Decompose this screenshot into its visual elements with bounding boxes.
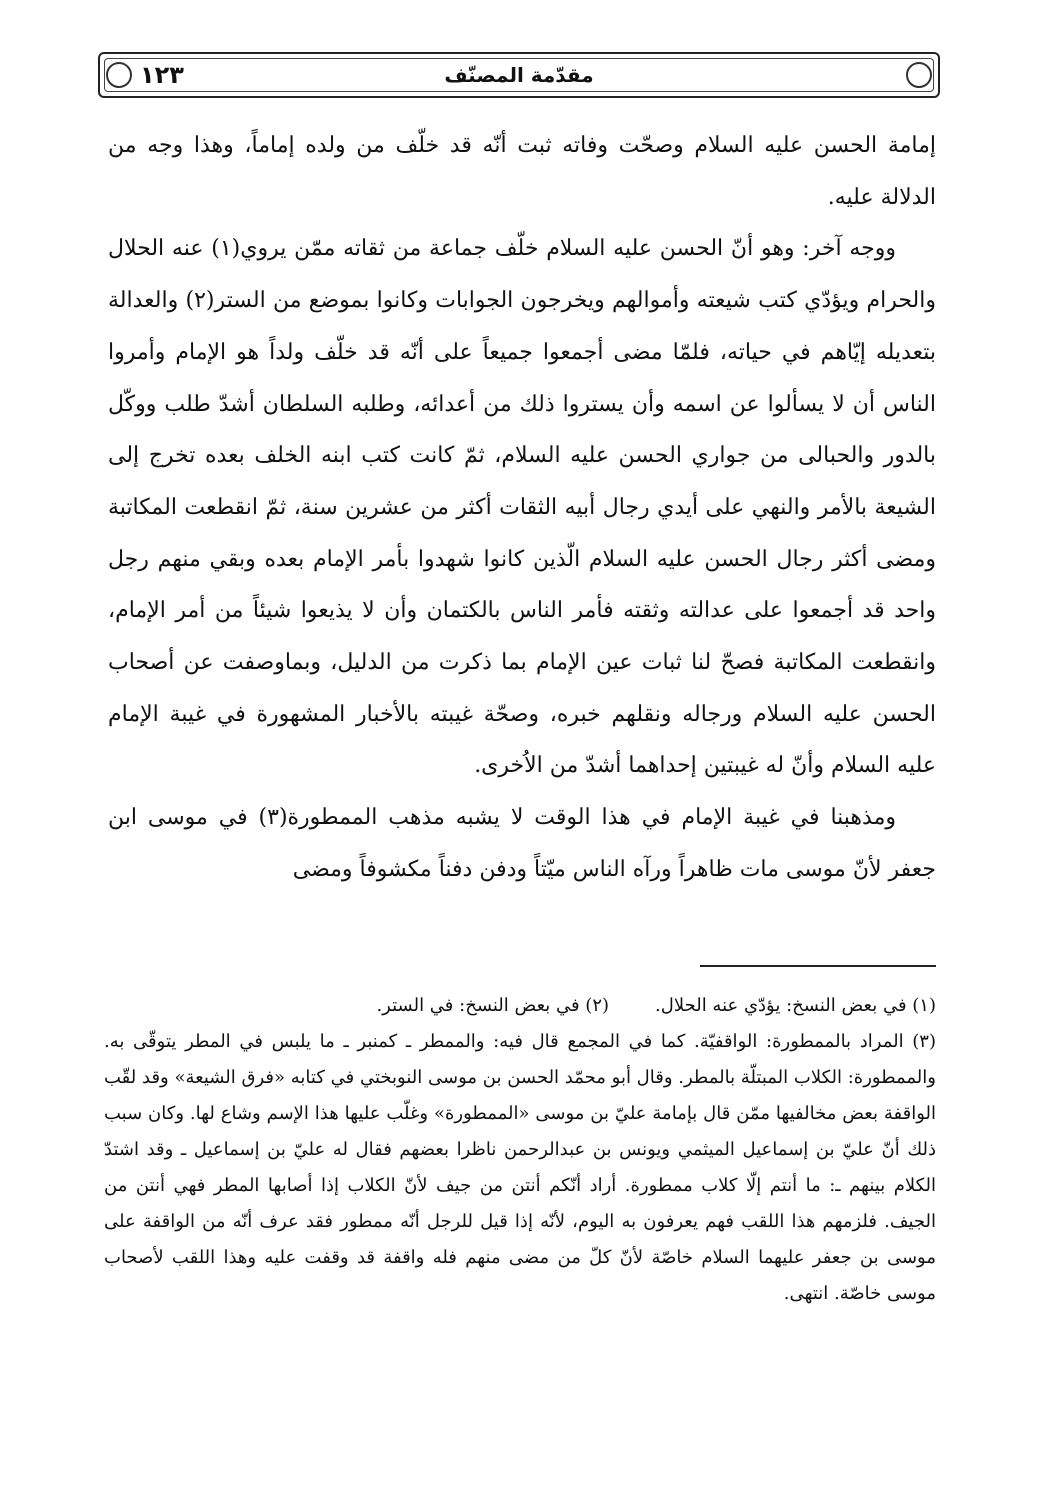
footnote-1: (١) في بعض النسخ: يؤدّي عنه الحلال.	[655, 995, 936, 1016]
footnote-divider	[700, 965, 936, 967]
footnotes	[104, 988, 936, 1312]
running-header	[98, 52, 940, 98]
paragraph: ووجه آخر: وهو أنّ الحسن عليه السلام خلّف جماعة من ثقاته ممّن يروي(١) عنه الحلال والحرام ويؤدّي كتب شيعته وأموالهم ويخرجون الجوابات وكانوا بموضع من الستر(٢) والعدالة بتعديله إيّاهم في حياته، فلمّا مضى أجمعوا جميعاً على أنّه قد خلّف ولداً هو الإمام وأمروا الناس أن لا يسألوا عن اسمه وأن يستروا ذلك من أعدائه، وطلبه السلطان أشدّ طلب ووكّل بالدور والحبالى من جواري الحسن عليه السلام، ثمّ كانت كتب ابنه الخلف بعده تخرج إلى الشيعة بالأمر والنهي على أيدي رجال أبيه الثقات أكثر من عشرين سنة، ثمّ انقطعت المكاتبة ومضى أكثر رجال الحسن عليه السلام الّذين كانوا شهدوا بأمر الإمام بعده وبقي منهم رجل واحد قد أجمعوا على عدالته وثقته فأمر الناس بالكتمان وأن لا يذيعوا شيئاً من أمر الإمام، وانقطعت المكاتبة فصحّ لنا ثبات عين الإمام بما ذكرت من الدليل، وبماوصفت عن أصحاب الحسن عليه السلام ورجاله ونقلهم خبره، وصحّة غيبته بالأخبار المشهورة في غيبة الإمام عليه السلام وأنّ له غيبتين إحداهما أشدّ من الاُخرى.	[108, 236, 936, 779]
paragraph: إمامة الحسن عليه السلام وصحّت وفاته ثبت أنّه قد خلّف من ولده إماماً، وهذا وجه من الدلالة عليه.	[108, 133, 936, 210]
main-text	[108, 120, 936, 896]
paragraph: ومذهبنا في غيبة الإمام في هذا الوقت لا يشبه مذهب الممطورة(٣) في موسى ابن جعفر لأنّ موسى مات ظاهراً ورآه الناس ميّتاً ودفن دفناً مكشوفاً ومضى	[108, 805, 936, 882]
footnote-3: (٣) المراد بالممطورة: الواقفيّة. كما في المجمع قال فيه: والممطر ـ كمنبر ـ ما يلبس في المطر يتوقّى به. والممطورة: الكلاب المبتلّة بالمطر. وقال أبو محمّد الحسن بن موسى النوبختي في كتابه «فرق الشيعة» وقد لقّب الواقفة بعض مخالفيها ممّن قال بإمامة عليّ بن موسى «الممطورة» وغلّب عليها هذا الإسم وشاع لها. وكان سبب ذلك أنّ عليّ بن إسماعيل الميثمي ويونس بن عبدالرحمن ناظرا بعضهم فقال له عليّ بن إسماعيل ـ وقد اشتدّ الكلام بينهم ـ: ما أنتم إلّا كلاب ممطورة. أراد أنّكم أنتن من جيف لأنّ الكلاب إذا أصابها المطر فهي أنتن من الجيف. فلزمهم هذا اللقب فهم يعرفون به اليوم، لأنّه إذا قيل للرجل أنّه ممطور فقد عرف أنّه من الواقفة على موسى بن جعفر عليهما السلام خاصّة لأنّ كلّ من مضى منهم فله واقفة قد وقفت عليه وهذا اللقب لأصحاب موسى خاصّة. انتهى.	[104, 1031, 936, 1304]
page-title: مقدّمة المصنّف	[444, 63, 594, 87]
page-number: ١٢٣	[140, 61, 184, 89]
footnote-2: (٢) في بعض النسخ: في الستر.	[376, 995, 610, 1016]
footnote-row	[104, 988, 936, 1024]
